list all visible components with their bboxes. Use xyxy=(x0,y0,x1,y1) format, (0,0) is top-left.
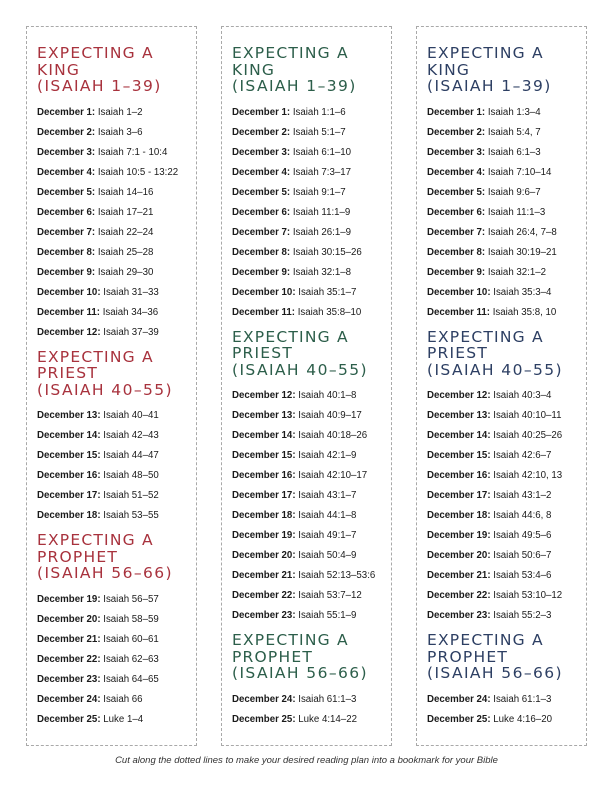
reading-passage: Isaiah 40:1–8 xyxy=(298,390,357,401)
reading-passage: Isaiah 43:1–2 xyxy=(493,490,552,501)
section-heading-line: KING xyxy=(37,60,81,79)
reading-entry xyxy=(37,143,196,163)
reading-entry xyxy=(232,143,391,163)
reading-date: December 12: xyxy=(427,390,491,401)
section-title xyxy=(232,632,391,682)
reading-date: December 25: xyxy=(232,713,296,725)
reading-date: December 8: xyxy=(232,246,291,258)
reading-entry xyxy=(37,466,196,486)
reading-passage: Isaiah 60–61 xyxy=(103,633,159,645)
reading-date: December 11: xyxy=(37,306,101,318)
reading-entry xyxy=(37,203,196,223)
reading-entry xyxy=(427,163,586,183)
reading-list xyxy=(232,103,391,323)
reading-date: December 4: xyxy=(232,166,291,178)
reading-passage: Luke 4:14–22 xyxy=(298,713,357,725)
reading-date: December 22: xyxy=(232,590,296,601)
reading-passage: Isaiah 55:1–9 xyxy=(298,610,357,621)
reading-date: December 1: xyxy=(37,106,96,118)
section-title xyxy=(427,45,586,95)
reading-entry xyxy=(232,263,391,283)
reading-date: December 11: xyxy=(232,306,296,318)
section-heading-line: PROPHET xyxy=(427,647,508,666)
reading-list xyxy=(232,690,391,730)
section-title xyxy=(37,532,196,582)
reading-passage: Isaiah 43:1–7 xyxy=(298,490,357,501)
reading-entry xyxy=(37,303,196,323)
section-title xyxy=(427,632,586,682)
section-reference: (ISAIAH 1–39) xyxy=(232,77,357,95)
reading-passage: Isaiah 42:10, 13 xyxy=(493,470,563,481)
bookmark-3 xyxy=(416,26,587,746)
section-heading-line: EXPECTING A xyxy=(427,631,544,649)
reading-passage: Isaiah 32:1–8 xyxy=(292,266,352,278)
reading-date: December 8: xyxy=(37,246,96,258)
reading-entry xyxy=(427,123,586,143)
reading-date: December 2: xyxy=(37,126,96,138)
reading-date: December 15: xyxy=(37,450,101,461)
reading-entry xyxy=(37,323,196,343)
reading-entry xyxy=(427,690,586,710)
reading-entry xyxy=(232,690,391,710)
reading-entry xyxy=(37,670,196,690)
reading-passage: Isaiah 49:5–6 xyxy=(493,530,552,541)
reading-entry xyxy=(427,183,586,203)
reading-passage: Isaiah 1:1–6 xyxy=(292,106,346,118)
reading-date: December 11: xyxy=(427,306,491,318)
reading-date: December 4: xyxy=(427,166,486,178)
reading-passage: Isaiah 61:1–3 xyxy=(298,693,357,705)
reading-entry xyxy=(232,426,391,446)
section-heading-line: EXPECTING A xyxy=(37,531,154,549)
reading-passage: Isaiah 26:1–9 xyxy=(292,226,352,238)
reading-entry xyxy=(37,283,196,303)
reading-passage: Isaiah 1–2 xyxy=(97,106,143,118)
reading-passage: Isaiah 40:3–4 xyxy=(493,390,552,401)
section-reference: (ISAIAH 1–39) xyxy=(37,77,162,95)
reading-list xyxy=(37,103,196,343)
reading-date: December 21: xyxy=(427,570,491,581)
reading-entry xyxy=(427,586,586,606)
reading-passage: Isaiah 7:1 - 10:4 xyxy=(97,146,168,158)
reading-passage: Isaiah 30:15–26 xyxy=(292,246,362,258)
reading-entry xyxy=(427,486,586,506)
reading-passage: Isaiah 17–21 xyxy=(97,206,154,218)
reading-passage: Isaiah 7:3–17 xyxy=(292,166,352,178)
reading-passage: Isaiah 58–59 xyxy=(103,613,159,625)
reading-date: December 23: xyxy=(232,610,296,621)
reading-list xyxy=(37,406,196,526)
reading-passage: Isaiah 35:3–4 xyxy=(493,286,552,298)
reading-entry xyxy=(427,386,586,406)
reading-entry xyxy=(232,506,391,526)
reading-passage: Isaiah 56–57 xyxy=(103,593,159,605)
reading-list xyxy=(232,386,391,626)
section-title xyxy=(37,349,196,399)
section-heading-line: PROPHET xyxy=(232,647,313,666)
reading-entry xyxy=(37,650,196,670)
section-heading-line: PRIEST xyxy=(37,364,98,382)
reading-entry xyxy=(37,486,196,506)
reading-entry xyxy=(427,710,586,730)
reading-date: December 20: xyxy=(232,550,296,561)
reading-date: December 7: xyxy=(427,226,486,238)
reading-passage: Isaiah 48–50 xyxy=(103,470,159,481)
reading-entry xyxy=(427,506,586,526)
reading-entry xyxy=(427,223,586,243)
reading-date: December 23: xyxy=(427,610,491,621)
reading-passage: Isaiah 14–16 xyxy=(97,186,154,198)
reading-passage: Isaiah 53–55 xyxy=(103,510,159,521)
reading-passage: Isaiah 40:25–26 xyxy=(493,430,563,441)
reading-passage: Isaiah 7:10–14 xyxy=(487,166,552,178)
reading-date: December 21: xyxy=(232,570,296,581)
reading-passage: Isaiah 37–39 xyxy=(103,326,159,338)
reading-entry xyxy=(427,243,586,263)
reading-entry xyxy=(232,606,391,626)
reading-passage: Isaiah 6:1–10 xyxy=(292,146,352,158)
reading-entry xyxy=(427,446,586,466)
reading-date: December 24: xyxy=(37,693,101,705)
reading-date: December 18: xyxy=(37,510,101,521)
reading-date: December 14: xyxy=(427,430,491,441)
reading-date: December 3: xyxy=(427,146,486,158)
section-heading-line: EXPECTING A xyxy=(232,631,349,649)
reading-entry xyxy=(232,283,391,303)
reading-entry xyxy=(232,486,391,506)
reading-date: December 2: xyxy=(232,126,291,138)
reading-date: December 19: xyxy=(232,530,296,541)
reading-passage: Isaiah 51–52 xyxy=(103,490,159,501)
section-heading-line: PRIEST xyxy=(232,344,293,362)
reading-date: December 17: xyxy=(232,490,296,501)
reading-date: December 6: xyxy=(37,206,96,218)
reading-entry xyxy=(37,163,196,183)
reading-date: December 10: xyxy=(427,286,491,298)
reading-list xyxy=(427,690,586,730)
reading-entry xyxy=(232,103,391,123)
reading-date: December 10: xyxy=(232,286,296,298)
reading-passage: Isaiah 53:4–6 xyxy=(493,570,552,581)
reading-entry xyxy=(232,243,391,263)
reading-date: December 19: xyxy=(37,593,101,605)
reading-date: December 6: xyxy=(232,206,291,218)
reading-entry xyxy=(37,690,196,710)
section-reference: (ISAIAH 40–55) xyxy=(232,360,368,379)
reading-list xyxy=(37,590,196,730)
reading-date: December 13: xyxy=(232,410,296,421)
reading-entry xyxy=(232,183,391,203)
reading-date: December 5: xyxy=(37,186,96,198)
reading-passage: Isaiah 66 xyxy=(103,693,143,705)
reading-date: December 14: xyxy=(232,430,296,441)
reading-date: December 20: xyxy=(37,613,101,625)
reading-date: December 7: xyxy=(37,226,96,238)
reading-date: December 19: xyxy=(427,530,491,541)
reading-entry xyxy=(37,630,196,650)
reading-date: December 18: xyxy=(427,510,491,521)
section-heading-line: KING xyxy=(232,60,276,79)
section-reference: (ISAIAH 56–66) xyxy=(232,664,368,682)
reading-entry xyxy=(427,303,586,323)
section-heading-line: EXPECTING A xyxy=(37,347,154,366)
section-title xyxy=(232,329,391,379)
reading-passage: Isaiah 40:10–11 xyxy=(493,410,562,421)
reading-passage: Isaiah 44–47 xyxy=(103,450,159,461)
reading-date: December 16: xyxy=(427,470,491,481)
cut-instructions: Cut along the dotted lines to make your desired reading plan into a bookmark for your Bible xyxy=(115,755,498,766)
reading-date: December 5: xyxy=(427,186,486,198)
reading-date: December 1: xyxy=(427,106,486,118)
reading-entry xyxy=(232,710,391,730)
reading-passage: Isaiah 25–28 xyxy=(97,246,154,258)
section-title xyxy=(232,45,391,95)
reading-entry xyxy=(37,426,196,446)
reading-passage: Isaiah 35:8, 10 xyxy=(492,306,557,318)
reading-entry xyxy=(232,566,391,586)
reading-passage: Isaiah 11:1–9 xyxy=(292,206,351,218)
reading-date: December 4: xyxy=(37,166,96,178)
reading-entry xyxy=(37,183,196,203)
reading-entry xyxy=(37,406,196,426)
reading-date: December 17: xyxy=(37,490,101,501)
reading-date: December 25: xyxy=(37,713,101,725)
section-heading-line: PROPHET xyxy=(37,547,118,566)
reading-date: December 9: xyxy=(427,266,486,278)
reading-entry xyxy=(232,446,391,466)
reading-entry xyxy=(232,526,391,546)
reading-date: December 15: xyxy=(427,450,491,461)
reading-entry xyxy=(232,386,391,406)
reading-date: December 12: xyxy=(232,390,296,401)
reading-date: December 3: xyxy=(37,146,96,158)
reading-date: December 8: xyxy=(427,246,486,258)
reading-passage: Isaiah 42–43 xyxy=(103,430,159,441)
section-heading-line: EXPECTING A xyxy=(232,327,349,346)
reading-entry xyxy=(37,446,196,466)
reading-entry xyxy=(427,263,586,283)
reading-passage: Isaiah 42:10–17 xyxy=(298,470,368,481)
reading-entry xyxy=(232,586,391,606)
section-heading-line: EXPECTING A xyxy=(232,44,349,62)
reading-list xyxy=(427,386,586,626)
bookmark-1 xyxy=(26,26,197,746)
reading-entry xyxy=(427,283,586,303)
reading-entry xyxy=(427,203,586,223)
reading-entry xyxy=(37,243,196,263)
reading-date: December 12: xyxy=(37,326,101,338)
reading-passage: Isaiah 42:6–7 xyxy=(493,450,552,461)
reading-date: December 10: xyxy=(37,286,101,298)
section-reference: (ISAIAH 56–66) xyxy=(427,664,563,682)
reading-entry xyxy=(232,163,391,183)
reading-passage: Isaiah 22–24 xyxy=(97,226,154,238)
reading-date: December 13: xyxy=(37,410,101,421)
reading-passage: Isaiah 1:3–4 xyxy=(487,106,541,118)
section-heading-line: KING xyxy=(427,60,471,79)
section-reference: (ISAIAH 1–39) xyxy=(427,77,552,95)
reading-date: December 6: xyxy=(427,206,486,218)
reading-date: December 5: xyxy=(232,186,291,198)
reading-entry xyxy=(427,406,586,426)
reading-passage: Isaiah 62–63 xyxy=(103,653,159,665)
reading-date: December 15: xyxy=(232,450,296,461)
section-heading-line: EXPECTING A xyxy=(427,327,544,346)
reading-passage: Isaiah 52:13–53:6 xyxy=(298,570,376,581)
reading-date: December 17: xyxy=(427,490,491,501)
reading-entry xyxy=(37,590,196,610)
reading-date: December 9: xyxy=(232,266,291,278)
reading-entry xyxy=(37,103,196,123)
reading-passage: Isaiah 40:9–17 xyxy=(298,410,362,421)
section-reference: (ISAIAH 40–55) xyxy=(37,380,173,399)
reading-passage: Isaiah 6:1–3 xyxy=(487,146,541,158)
reading-entry xyxy=(427,526,586,546)
reading-passage: Isaiah 9:6–7 xyxy=(487,186,541,198)
reading-entry xyxy=(232,546,391,566)
reading-entry xyxy=(232,406,391,426)
reading-date: December 24: xyxy=(427,693,491,705)
reading-entry xyxy=(37,710,196,730)
reading-date: December 20: xyxy=(427,550,491,561)
reading-entry xyxy=(232,203,391,223)
reading-date: December 18: xyxy=(232,510,296,521)
reading-date: December 1: xyxy=(232,106,291,118)
reading-entry xyxy=(232,466,391,486)
reading-passage: Isaiah 40:18–26 xyxy=(298,430,368,441)
reading-date: December 23: xyxy=(37,673,101,685)
reading-passage: Isaiah 35:1–7 xyxy=(298,286,357,298)
reading-passage: Isaiah 53:7–12 xyxy=(298,590,362,601)
reading-passage: Isaiah 5:4, 7 xyxy=(487,126,541,138)
section-title xyxy=(37,45,196,95)
reading-passage: Isaiah 50:4–9 xyxy=(298,550,357,561)
reading-entry xyxy=(427,566,586,586)
reading-entry xyxy=(427,103,586,123)
reading-passage: Isaiah 44:6, 8 xyxy=(493,510,552,521)
section-reference: (ISAIAH 40–55) xyxy=(427,360,563,379)
reading-date: December 2: xyxy=(427,126,486,138)
reading-passage: Isaiah 61:1–3 xyxy=(493,693,552,705)
reading-passage: Luke 4:16–20 xyxy=(493,713,552,725)
reading-date: December 16: xyxy=(232,470,296,481)
section-heading-line: PRIEST xyxy=(427,344,488,362)
reading-entry xyxy=(427,606,586,626)
reading-passage: Isaiah 29–30 xyxy=(97,266,154,278)
section-heading-line: EXPECTING A xyxy=(427,44,544,62)
section-title xyxy=(427,329,586,379)
reading-date: December 25: xyxy=(427,713,491,725)
reading-passage: Isaiah 3–6 xyxy=(97,126,143,138)
reading-entry xyxy=(232,123,391,143)
reading-passage: Isaiah 42:1–9 xyxy=(298,450,357,461)
reading-passage: Isaiah 44:1–8 xyxy=(298,510,357,521)
reading-entry xyxy=(232,223,391,243)
reading-date: December 22: xyxy=(427,590,491,601)
reading-date: December 14: xyxy=(37,430,101,441)
reading-entry xyxy=(37,506,196,526)
reading-date: December 22: xyxy=(37,653,101,665)
reading-date: December 21: xyxy=(37,633,101,645)
reading-entry xyxy=(427,426,586,446)
reading-date: December 13: xyxy=(427,410,491,421)
reading-entry xyxy=(37,610,196,630)
reading-date: December 9: xyxy=(37,266,96,278)
reading-passage: Isaiah 5:1–7 xyxy=(292,126,346,138)
reading-date: December 16: xyxy=(37,470,101,481)
reading-date: December 3: xyxy=(232,146,291,158)
reading-date: December 24: xyxy=(232,693,296,705)
reading-entry xyxy=(427,546,586,566)
reading-list xyxy=(427,103,586,323)
reading-passage: Isaiah 32:1–2 xyxy=(487,266,547,278)
reading-passage: Isaiah 64–65 xyxy=(103,673,159,685)
reading-passage: Isaiah 10:5 - 13:22 xyxy=(97,166,179,178)
reading-passage: Isaiah 11:1–3 xyxy=(487,206,546,218)
reading-date: December 7: xyxy=(232,226,291,238)
reading-entry xyxy=(37,263,196,283)
reading-passage: Isaiah 50:6–7 xyxy=(493,550,552,561)
reading-passage: Isaiah 49:1–7 xyxy=(298,530,357,541)
reading-passage: Isaiah 30:19–21 xyxy=(487,246,557,258)
reading-passage: Isaiah 40–41 xyxy=(103,410,159,421)
reading-entry xyxy=(37,123,196,143)
reading-passage: Isaiah 34–36 xyxy=(102,306,159,318)
section-heading-line: EXPECTING A xyxy=(37,44,154,62)
reading-entry xyxy=(427,143,586,163)
bookmark-2 xyxy=(221,26,392,746)
reading-entry xyxy=(37,223,196,243)
reading-entry xyxy=(232,303,391,323)
reading-passage: Isaiah 55:2–3 xyxy=(493,610,552,621)
section-reference: (ISAIAH 56–66) xyxy=(37,564,173,582)
reading-passage: Isaiah 31–33 xyxy=(103,286,159,298)
reading-passage: Isaiah 9:1–7 xyxy=(292,186,346,198)
reading-passage: Isaiah 53:10–12 xyxy=(493,590,563,601)
reading-passage: Isaiah 26:4, 7–8 xyxy=(487,226,557,238)
reading-entry xyxy=(427,466,586,486)
reading-passage: Luke 1–4 xyxy=(103,713,144,725)
reading-passage: Isaiah 35:8–10 xyxy=(297,306,362,318)
